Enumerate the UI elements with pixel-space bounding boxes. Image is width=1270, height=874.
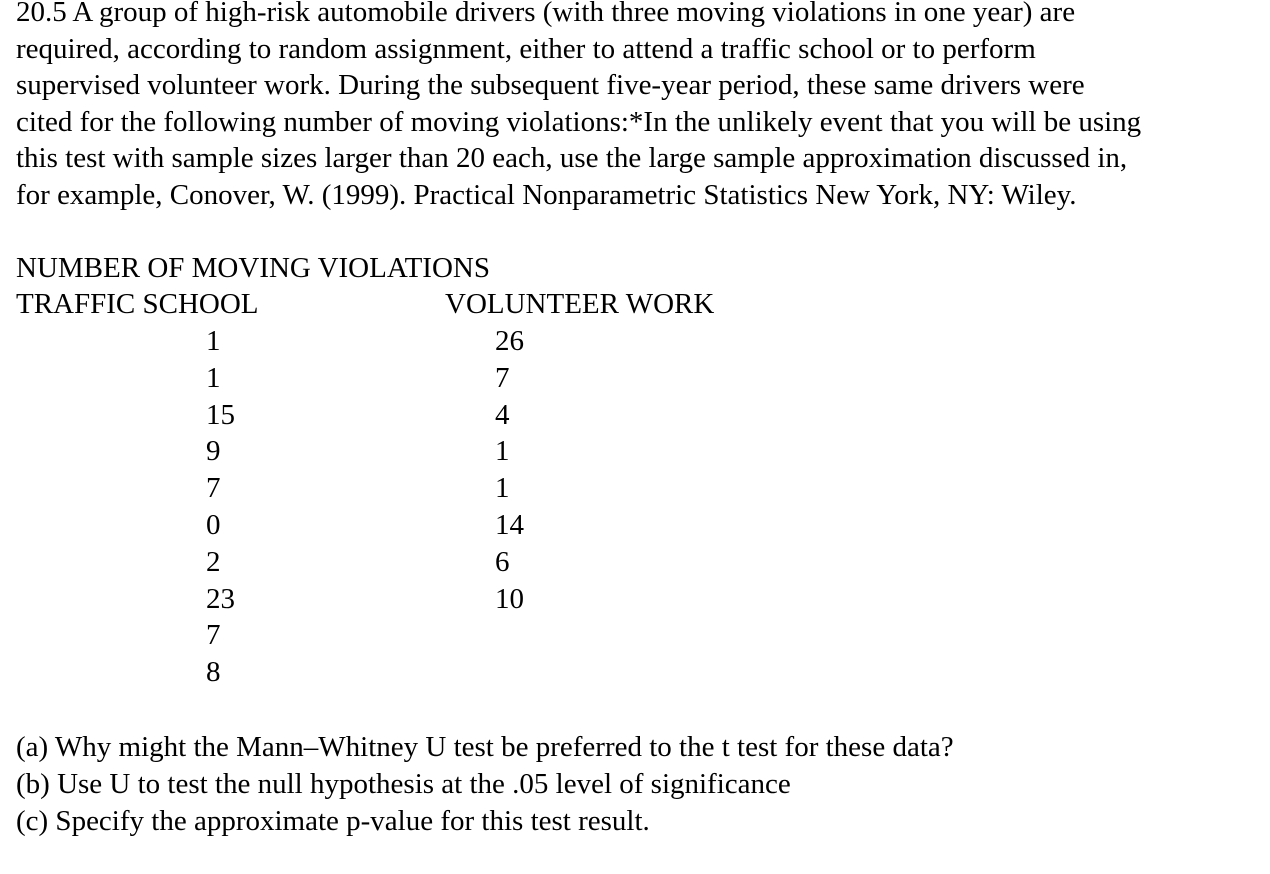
traffic-school-value: 1 (206, 361, 221, 394)
problem-line: for example, Conover, W. (1999). Practical Nonparametric Statistics New York, NY: Wiley. (16, 178, 1077, 211)
problem-statement (16, 0, 1266, 213)
volunteer-work-value: 14 (495, 508, 524, 541)
traffic-school-value: 7 (206, 472, 221, 505)
traffic-school-value: 8 (206, 656, 221, 689)
volunteer-work-header: VOLUNTEER WORK (445, 288, 715, 320)
question-item: (a) Why might the Mann–Whitney U test be preferred to the t test for these data? (16, 731, 954, 763)
volunteer-work-value: 10 (495, 582, 524, 615)
volunteer-work-value: 26 (495, 325, 524, 357)
traffic-school-header: TRAFFIC SCHOOL (16, 288, 259, 320)
volunteer-work-values (495, 323, 524, 617)
traffic-school-value: 7 (206, 619, 221, 652)
traffic-school-value: 23 (206, 582, 235, 615)
problem-line: required, according to random assignment, either to attend a traffic school or to perform (16, 32, 1036, 65)
volunteer-work-value: 1 (495, 435, 510, 468)
traffic-school-value: 0 (206, 508, 221, 541)
table-title: NUMBER OF MOVING VIOLATIONS (16, 252, 490, 284)
volunteer-work-value: 4 (495, 398, 510, 431)
traffic-school-value: 9 (206, 435, 221, 468)
volunteer-work-value: 1 (495, 472, 510, 505)
volunteer-work-value: 6 (495, 545, 510, 578)
traffic-school-value: 15 (206, 398, 235, 431)
problem-line: cited for the following number of moving violations:*In the unlikely event that you will be using (16, 105, 1142, 138)
traffic-school-values (206, 323, 235, 691)
problem-line: supervised volunteer work. During the subsequent five-year period, these same drivers were (16, 69, 1085, 101)
traffic-school-value: 1 (206, 325, 221, 357)
traffic-school-value: 2 (206, 545, 221, 578)
question-item: (c) Specify the approximate p-value for this test result. (16, 805, 650, 837)
question-item: (b) Use U to test the null hypothesis at the .05 level of significance (16, 768, 791, 800)
question-list (16, 729, 954, 840)
problem-line: 20.5 A group of high-risk automobile drivers (with three moving violations in one year) are (16, 0, 1076, 28)
volunteer-work-value: 7 (495, 361, 510, 394)
problem-line: this test with sample sizes larger than 20 each, use the large sample approximation discussed in, (16, 142, 1128, 174)
